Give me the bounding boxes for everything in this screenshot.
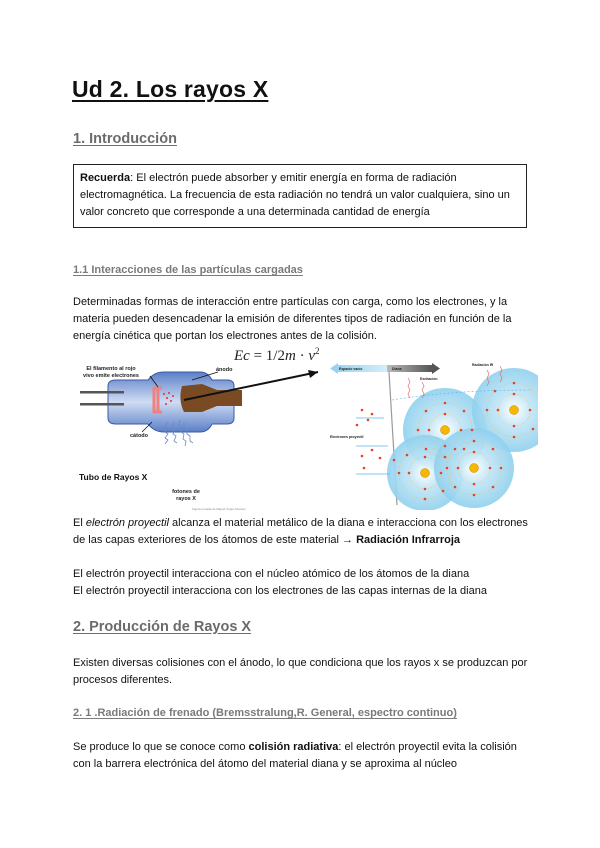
label-tube: Tubo de Rayos X bbox=[79, 472, 148, 482]
interaction-1-bold: Radiación Infrarroja bbox=[356, 534, 461, 546]
document-title: Ud 2. Los rayos X bbox=[72, 76, 269, 102]
label-photons: fotones de rayos X bbox=[172, 489, 200, 502]
label-credit: Figura tomada de Miguel Ángel Jiménez bbox=[192, 507, 246, 511]
interaction-1-italic: electrón proyectil bbox=[85, 517, 169, 529]
formula-velocity: v bbox=[308, 348, 315, 364]
label-infrared: Radiación IR bbox=[472, 363, 494, 367]
paragraph-interacciones: Determinadas formas de interacción entre partículas con carga, como los electrones, y la materia pueden desencadenar la emisión de diferentes tipos de radiación en función de la energía cinética que portan los electrones antes de la colisión. bbox=[73, 296, 512, 342]
callout-label: Recuerda bbox=[80, 172, 131, 184]
paragraph-colision-radiativa bbox=[73, 739, 533, 773]
frenado-post: : el electrón proyectil evita la colisión con la barrera electrónica del átomo del material diana y se aproxima al núcleo bbox=[73, 741, 517, 770]
section-heading-produccion: 2. Producción de Rayos X bbox=[73, 619, 252, 635]
interaction-1-pre: El bbox=[73, 517, 86, 529]
subsection-heading-frenado: 2. 1 .Radiación de frenado (Bremsstralung,R. General, espectro continuo) bbox=[73, 707, 457, 719]
frenado-bold: colisión radiativa bbox=[248, 741, 339, 753]
paragraph-inner-shell-interaction: El electrón proyectil interacciona con los electrones de las capas internas de la diana bbox=[73, 585, 487, 597]
formula-eq: = 1/2 bbox=[249, 348, 285, 364]
interaction-1-post: alcanza el material metálico de la diana e interacciona con los electrones de las capas exteriores de los átomos de este material → bbox=[73, 517, 528, 546]
recuerda-callout-box bbox=[73, 164, 527, 228]
xray-tube-figure bbox=[72, 360, 538, 510]
label-vacuum: Espacio vacío bbox=[339, 367, 363, 371]
label-excitation: Excitación bbox=[420, 377, 438, 381]
label-cathode: cátodo bbox=[130, 433, 149, 439]
formula-mass: m bbox=[284, 348, 296, 364]
label-anode: ánodo bbox=[216, 367, 233, 373]
paragraph-produccion: Existen diversas colisiones con el ánodo, lo que condiciona que los rayos x se produzcan por procesos diferentes. bbox=[73, 657, 528, 686]
formula-exponent: 2 bbox=[314, 346, 320, 356]
label-target: Diana bbox=[392, 367, 402, 371]
label-projectile: Electrones proyectil bbox=[330, 435, 364, 439]
subsection-heading-interacciones: 1.1 Interacciones de las partículas cargadas bbox=[73, 264, 303, 276]
callout-text: : El electrón puede absorber y emitir energía en forma de radiación electromagnética. La frecuencia de esta radiación no tendrá un valor cualquiera, sino un valor concreto que corresponde a una determinada cantidad de energía bbox=[80, 172, 510, 218]
frenado-pre: Se produce lo que se conoce como bbox=[73, 741, 249, 753]
formula-dot: · bbox=[295, 348, 309, 364]
label-filament: El filamento al rojo vivo emite electrones bbox=[83, 366, 139, 379]
formula-lhs: Ec bbox=[234, 348, 250, 364]
paragraph-infrared-interaction bbox=[73, 515, 533, 549]
paragraph-nucleus-interaction: El electrón proyectil interacciona con el núcleo atómico de los átomos de la diana bbox=[73, 568, 470, 580]
section-heading-introduccion: 1. Introducción bbox=[73, 131, 177, 147]
